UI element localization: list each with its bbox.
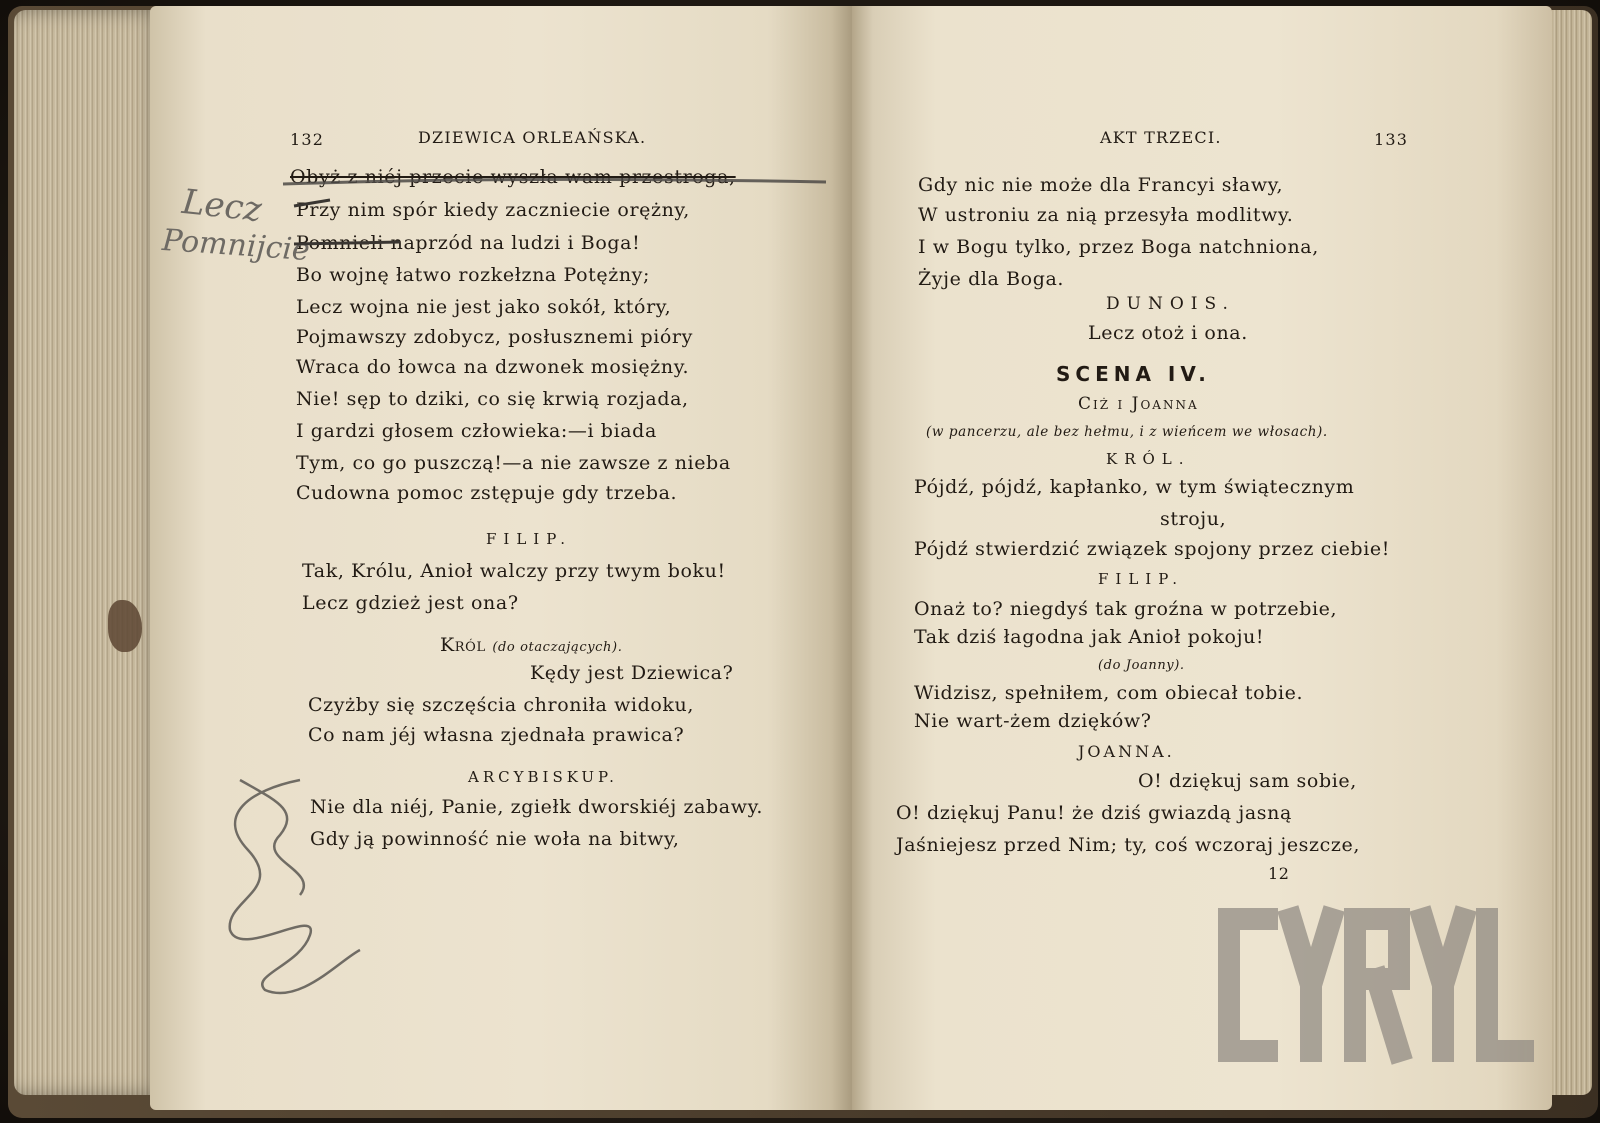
speaker-name: Król xyxy=(440,634,486,656)
stage-direction: (do otaczających). xyxy=(492,640,623,655)
page-number: 133 xyxy=(1374,130,1409,149)
handwritten-note: Pomnijcie xyxy=(160,222,311,269)
verse-line: Co nam jéj własna zjednała prawica? xyxy=(308,724,685,746)
scene-heading: SCENA IV. xyxy=(1056,362,1211,386)
speaker-name: ARCYBISKUP. xyxy=(468,768,618,786)
page-number: 132 xyxy=(290,130,325,149)
verse-line: Bo wojnę łatwo rozkełzna Potężny; xyxy=(296,264,650,286)
verse-line: I w Bogu tylko, przez Boga natchniona, xyxy=(918,236,1319,258)
verse-line: Nie dla niéj, Panie, zgiełk dworskiéj zabawy. xyxy=(310,796,764,818)
verse-line: Lecz gdzież jest ona? xyxy=(302,592,519,614)
speaker-name: KRÓL. xyxy=(1106,450,1191,468)
speaker-name: JOANNA. xyxy=(1078,742,1175,761)
running-title: AKT TRZECI. xyxy=(1100,128,1222,147)
verse-line: Kędy jest Dziewica? xyxy=(530,662,734,684)
speaker-name: FILIP. xyxy=(486,530,573,548)
verse-line: W ustroniu za nią przesyła modlitwy. xyxy=(918,204,1294,226)
cyryl-watermark-logo xyxy=(1215,905,1535,1065)
scene-cast: Ciż i Joanna xyxy=(1078,394,1199,414)
handwritten-note: Lecz xyxy=(180,181,264,231)
verse-line: Nie! sęp to dziki, co się krwią rozjada, xyxy=(296,388,689,410)
verse-line: Lecz otoż i ona. xyxy=(1088,322,1248,344)
verse-line: Pojmawszy zdobycz, posłusznemi pióry xyxy=(296,326,693,348)
verse-line: Gdy ją powinność nie woła na bitwy, xyxy=(310,828,680,850)
verse-line: O! dziękuj sam sobie, xyxy=(1138,770,1357,792)
verse-line: Jaśniejesz przed Nim; ty, coś wczoraj jeszcze, xyxy=(896,834,1360,856)
verse-line: Obyż z niéj przecie wyszła wam przestroga, xyxy=(290,166,736,188)
speaker-name: FILIP. xyxy=(1098,570,1185,588)
verse-line: Widzisz, spełniłem, com obiecał tobie. xyxy=(914,682,1304,704)
verse-line: Onaż to? niegdyś tak groźna w potrzebie, xyxy=(914,598,1338,620)
verse-line: Pójdź, pójdź, kapłanko, w tym świątecznym xyxy=(914,476,1355,498)
verse-line: stroju, xyxy=(1160,508,1227,530)
signature-mark: 12 xyxy=(1268,864,1290,883)
verse-line: Pomnieli naprzód na ludzi i Boga! xyxy=(296,232,641,254)
running-title: DZIEWICA ORLEAŃSKA. xyxy=(418,128,647,147)
verse-line: Cudowna pomoc zstępuje gdy trzeba. xyxy=(296,482,678,504)
verse-line: O! dziękuj Panu! że dziś gwiazdą jasną xyxy=(896,802,1292,824)
verse-line: Lecz wojna nie jest jako sokół, który, xyxy=(296,296,672,318)
verse-line: Pójdź stwierdzić związek spojony przez ciebie! xyxy=(914,538,1390,560)
speaker-name: DUNOIS. xyxy=(1106,294,1235,314)
verse-line: Tak, Królu, Anioł walczy przy twym boku! xyxy=(302,560,726,582)
verse-line: Żyje dla Boga. xyxy=(918,268,1065,290)
verse-line: Nie wart-żem dzięków? xyxy=(914,710,1152,732)
verse-line: Tak dziś łagodna jak Anioł pokoju! xyxy=(914,626,1265,648)
verse-line: Czyżby się szczęścia chroniła widoku, xyxy=(308,694,695,716)
stage-direction: (do Joanny). xyxy=(1098,658,1185,673)
verse-line: Przy nim spór kiedy zaczniecie orężny, xyxy=(296,199,690,221)
verse-line: I gardzi głosem człowieka:—i biada xyxy=(296,420,657,442)
verse-line: Wraca do łowca na dzwonek mosiężny. xyxy=(296,356,690,378)
verse-line: Gdy nic nie może dla Francyi sławy, xyxy=(918,174,1284,196)
verse-line: Tym, co go puszczą!—a nie zawsze z nieba xyxy=(296,452,731,474)
stage-direction: (w pancerzu, ale bez hełmu, i z wieńcem we włosach). xyxy=(926,424,1328,440)
